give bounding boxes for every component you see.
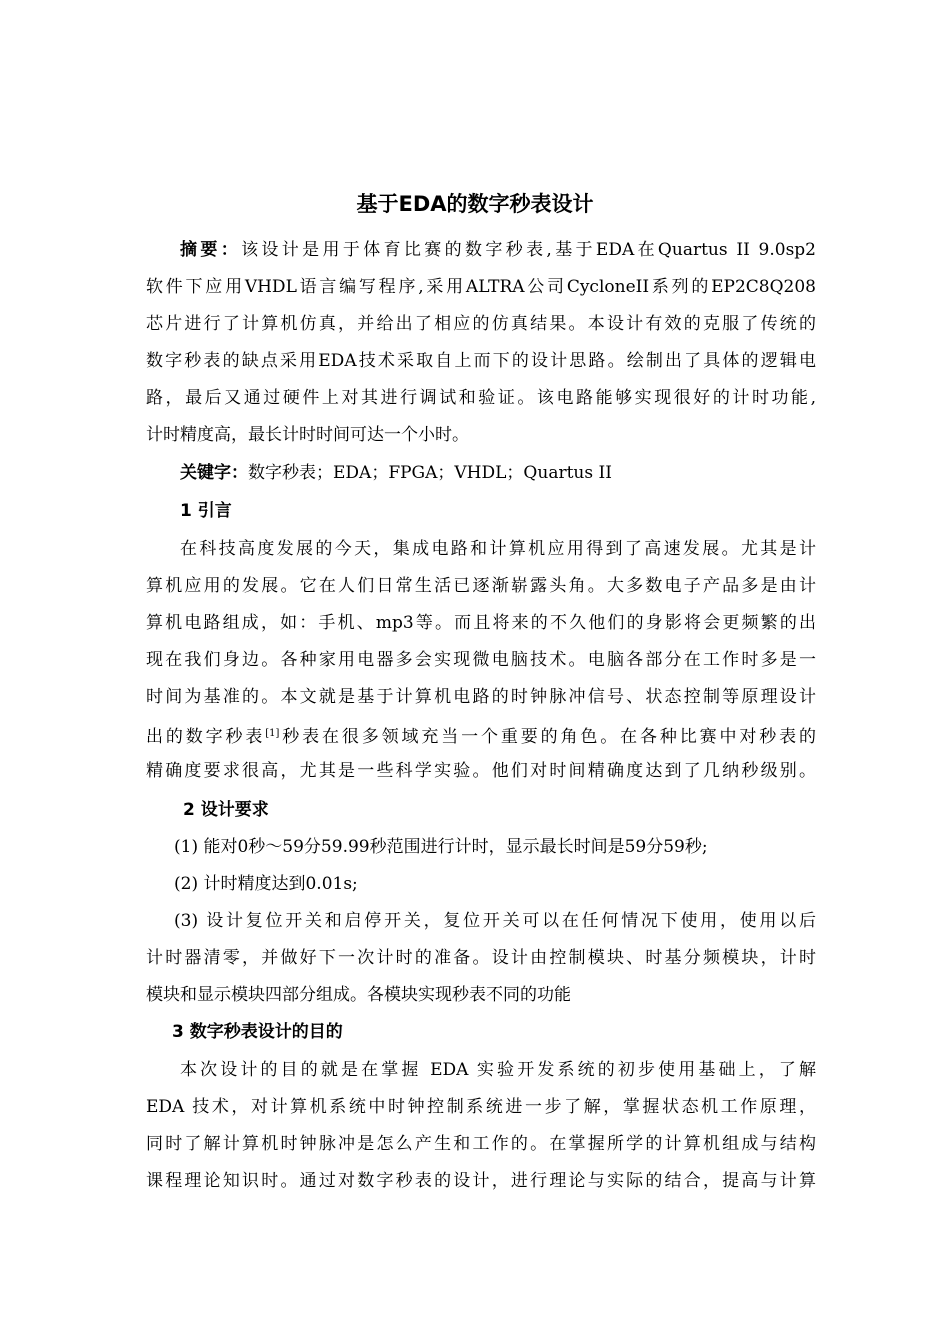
section-1-line-2: 算机应用的发展。它在人们日常生活已逐渐崭露头角。大多数电子产品多是由计: [146, 576, 816, 596]
section-2-heading: 2 设计要求: [183, 800, 269, 820]
section-3-heading: 3 数字秒表设计的目的: [172, 1022, 343, 1042]
abstract-line-3: 芯片进行了计算机仿真，并给出了相应的仿真结果。本设计有效的克服了传统的: [146, 314, 816, 334]
abstract-label: 摘要：: [180, 240, 242, 260]
abstract-line-1: [180, 240, 816, 260]
section-1-line-6: [146, 724, 816, 747]
section-1-heading: 1 引言: [180, 501, 232, 521]
abstract-line-6: 计时精度高，最长计时时间可达一个小时。: [146, 425, 469, 445]
section-1-line-3: 算机电路组成，如：手机、mp3等。而且将来的不久他们的身影将会更频繁的出: [146, 613, 816, 633]
keywords-line: [180, 463, 816, 483]
abstract-text-1: 该设计是用于体育比赛的数字秒表,基于EDA在Quartus II 9.0sp2: [241, 240, 816, 260]
requirement-item-2: (2) 计时精度达到0.01s;: [174, 874, 358, 894]
section-3-line-1: 本次设计的目的就是在掌握 EDA 实验开发系统的初步使用基础上，了解: [180, 1060, 816, 1080]
abstract-line-2: 软件下应用VHDL语言编写程序,采用ALTRA公司CycloneII系列的EP2C8Q208: [146, 277, 816, 297]
section-1-line-1: 在科技高度发展的今天，集成电路和计算机应用得到了高速发展。尤其是计: [180, 539, 816, 559]
keywords-label: 关键字：: [180, 463, 248, 483]
section-3-line-4: 课程理论知识时。通过对数字秒表的设计，进行理论与实际的结合，提高与计算: [146, 1171, 816, 1191]
section-1-line-5: 时间为基准的。本文就是基于计算机电路的时钟脉冲信号、状态控制等原理设计: [146, 687, 816, 707]
requirement-item-1: (1) 能对0秒～59分59.99秒范围进行计时，显示最长时间是59分59秒;: [174, 837, 708, 857]
keywords-text: 数字秒表；EDA；FPGA；VHDL；Quartus II: [248, 463, 612, 483]
requirement-item-3-cont-1: 计时器清零，并做好下一次计时的准备。设计由控制模块、时基分频模块，计时: [146, 948, 816, 968]
citation-ref: [1]: [265, 728, 280, 739]
section-1-line-6-rest: 秒表在很多领域充当一个重要的角色。在各种比赛中对秒表的: [279, 727, 817, 747]
abstract-line-4: 数字秒表的缺点采用EDA技术采取自上而下的设计思路。绘制出了具体的逻辑电: [146, 351, 816, 371]
document-title: 基于EDA的数字秒表设计: [356, 192, 594, 216]
abstract-line-5: 路，最后又通过硬件上对其进行调试和验证。该电路能够实现很好的计时功能,: [146, 388, 816, 408]
section-1-line-7: 精确度要求很高，尤其是一些科学实验。他们对时间精确度达到了几纳秒级别。: [146, 761, 816, 781]
section-1-line-4: 现在我们身边。各种家用电器多会实现微电脑技术。电脑各部分在工作时多是一: [146, 650, 816, 670]
requirement-item-3: (3) 设计复位开关和启停开关，复位开关可以在任何情况下使用，使用以后: [174, 911, 816, 931]
section-1-line-6-lead: 出的数字秒表: [146, 727, 266, 747]
section-3-line-2: EDA 技术，对计算机系统中时钟控制系统进一步了解，掌握状态机工作原理，: [146, 1097, 816, 1117]
requirement-item-3-cont-2: 模块和显示模块四部分组成。各模块实现秒表不同的功能: [146, 985, 571, 1005]
section-3-line-3: 同时了解计算机时钟脉冲是怎么产生和工作的。在掌握所学的计算机组成与结构: [146, 1134, 816, 1154]
